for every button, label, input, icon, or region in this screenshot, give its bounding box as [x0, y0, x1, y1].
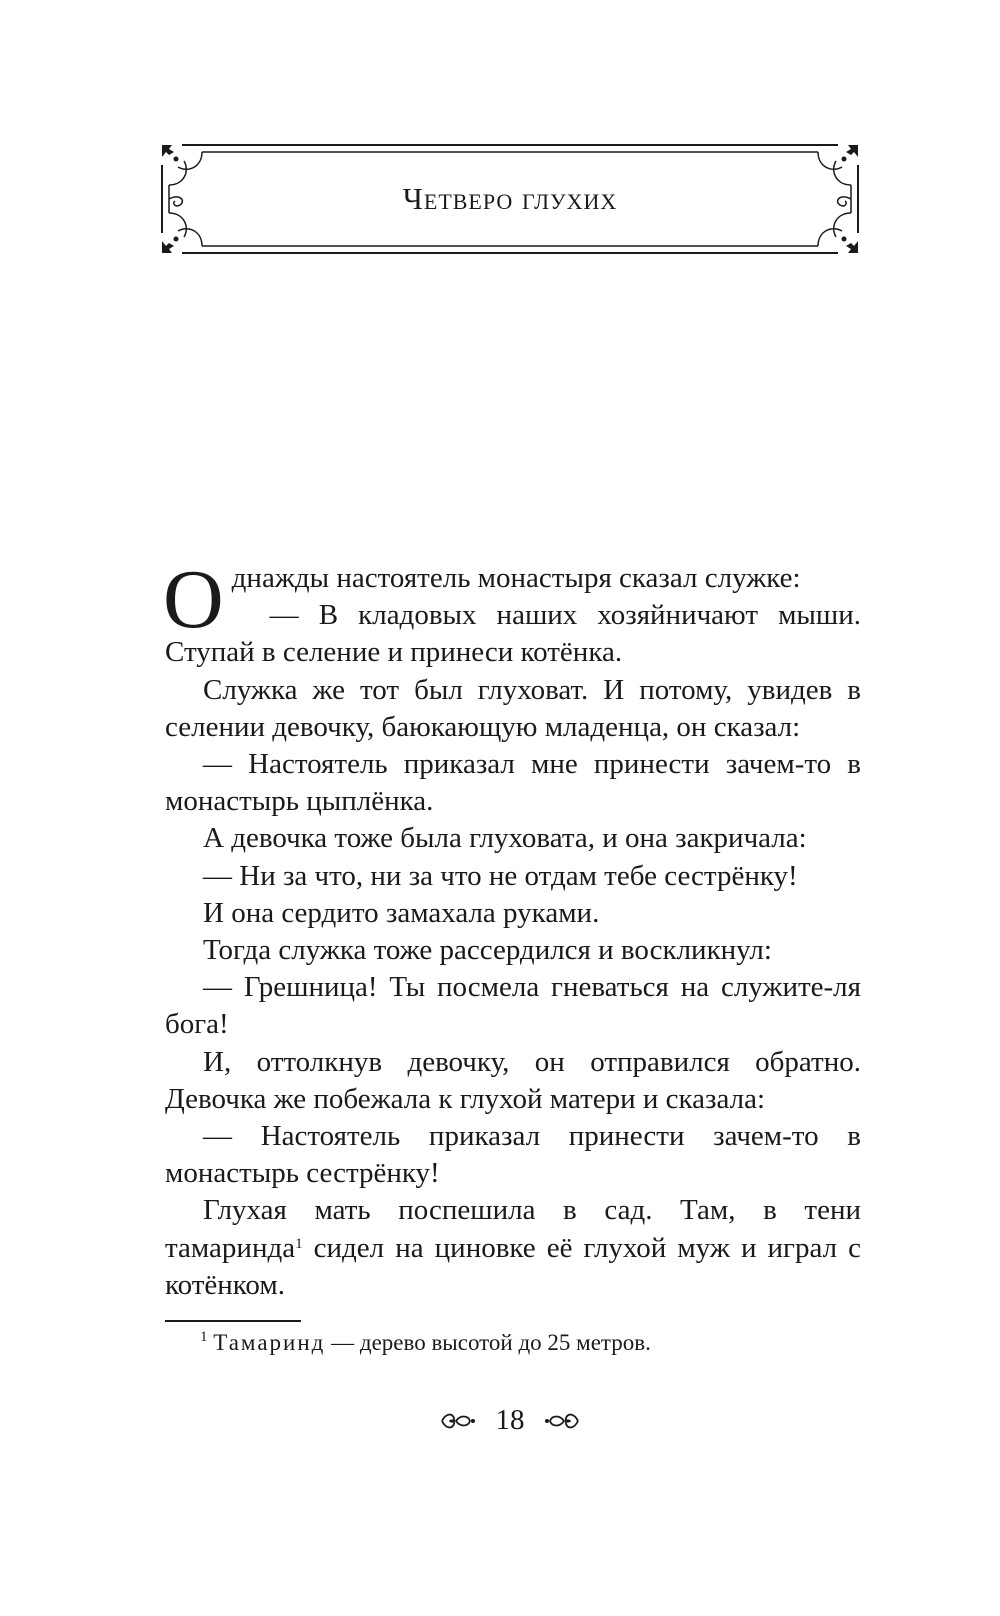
- footnote-text: — дерево высотой до 25 метров.: [325, 1330, 651, 1355]
- page-number: 18: [495, 1404, 525, 1436]
- paragraph: А девочка тоже была глуховата, и она закричала:: [203, 822, 807, 855]
- footnote: [200, 1328, 860, 1358]
- paragraph: — Грешница! Ты посмела гневаться на служите-ля бога!: [165, 971, 861, 1041]
- footnote-term: Тамаринд: [213, 1330, 326, 1355]
- footnote-reference[interactable]: 1: [295, 1235, 303, 1252]
- paragraph-text: днажды настоятель монастыря сказал служке:: [231, 562, 801, 594]
- left-ornament-icon: [440, 1410, 476, 1432]
- drop-cap: О: [163, 553, 224, 646]
- paragraph: [165, 1192, 861, 1304]
- paragraph: И, оттолкнув девочку, он отправился обратно. Девочка же побежала к глухой матери и сказала:: [165, 1045, 861, 1115]
- paragraph: — Настоятель приказал принести зачем-то в монастырь сестрёнку!: [165, 1120, 861, 1190]
- paragraph: — Ни за что, ни за что не отдам тебе сестрёнку!: [203, 859, 798, 892]
- chapter-title-frame: [160, 143, 860, 255]
- paragraph: И она сердито замахала руками.: [203, 896, 600, 929]
- footnote-marker: 1: [200, 1329, 208, 1345]
- right-ornament-icon: [544, 1410, 580, 1432]
- chapter-title: Четверо глухих: [402, 181, 618, 216]
- paragraph: Тогда служка тоже рассердился и воскликнул:: [203, 934, 772, 967]
- paragraph: — В кладовых наших хозяйничают мыши. Ступай в селение и принеси котёнка.: [165, 599, 861, 669]
- footnote-divider: [165, 1320, 301, 1322]
- paragraph-text: Глухая мать поспешила в сад. Там, в тени тамаринда: [165, 1194, 861, 1264]
- page-footer: [0, 1402, 1000, 1438]
- paragraph: — Настоятель приказал мне принести зачем-то в монастырь цыплёнка.: [165, 748, 861, 818]
- paragraph: Служка же тот был глуховат. И потому, увидев в селении девочку, баюкающую младенца, он сказал:: [165, 673, 861, 743]
- story-text: [163, 553, 861, 1304]
- paragraph-text: сидел на циновке её глухой муж и играл с котёнком.: [165, 1231, 861, 1301]
